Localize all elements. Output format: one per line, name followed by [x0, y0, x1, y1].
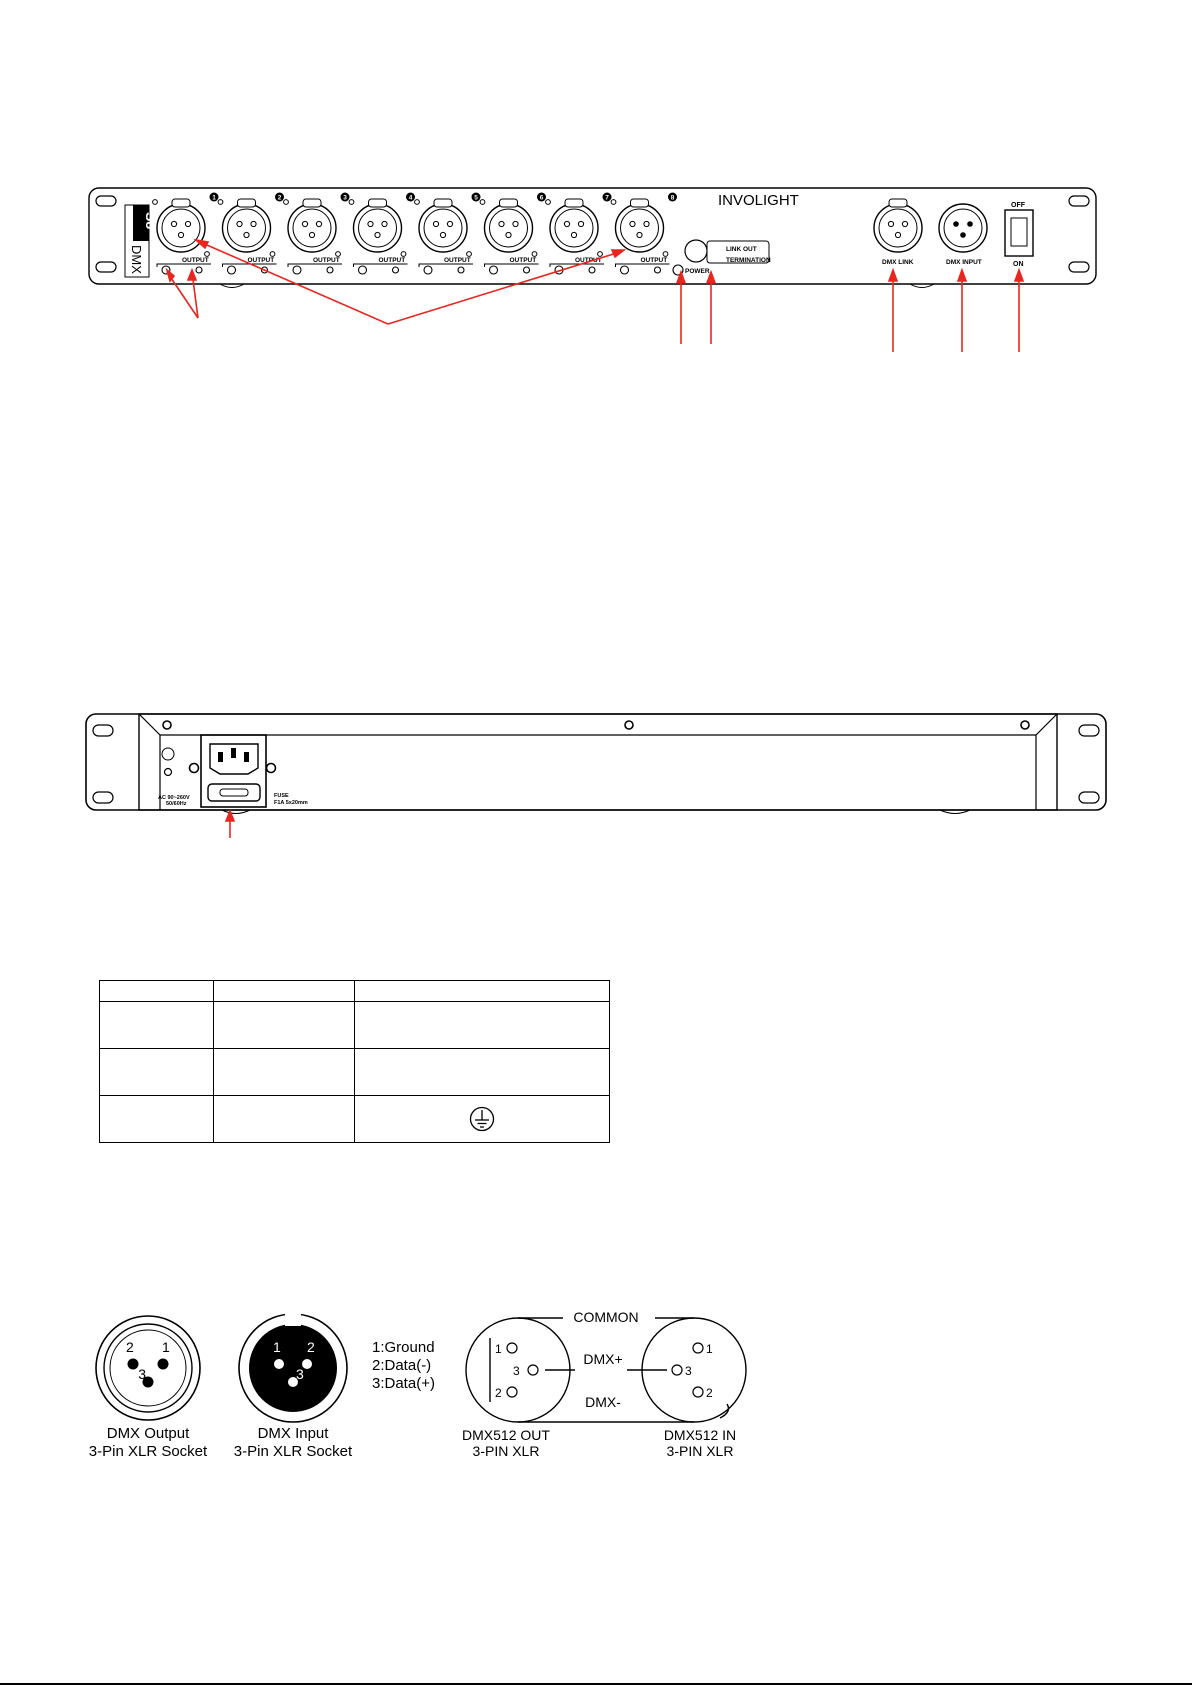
- rack-hole-icon: [93, 792, 113, 803]
- led-icon: [490, 266, 498, 274]
- table-cell: [100, 1002, 214, 1049]
- led-icon: [228, 266, 236, 274]
- link-out-label: LINK OUT: [726, 246, 757, 253]
- switch-off-label: OFF: [1011, 202, 1025, 209]
- pin-label: 3: [513, 1364, 520, 1378]
- connector-diagram: [0, 1290, 1192, 1470]
- dmx-plus-label: DMX+: [583, 1351, 623, 1367]
- output-label: OUTPUT: [509, 257, 537, 264]
- front-panel-figure: [0, 0, 1192, 360]
- table-row: [100, 1002, 610, 1049]
- table-cell: [213, 981, 355, 1002]
- channel-number: 3: [343, 194, 347, 202]
- output-label: OUTPUT: [182, 257, 209, 264]
- led-icon: [293, 266, 301, 274]
- table-row: [100, 1049, 610, 1096]
- in-caption: DMX512 IN: [663, 1427, 737, 1443]
- termination-label: TERMINATION: [726, 257, 771, 264]
- frequency-label: 50/60Hz: [166, 801, 187, 807]
- table-cell: [355, 1049, 610, 1096]
- output-connector: [480, 193, 546, 275]
- rack-hole-icon: [1069, 262, 1089, 272]
- output-connector: [611, 193, 677, 275]
- power-switch: [1005, 210, 1033, 256]
- dmx-input-socket-icon: [239, 1312, 347, 1422]
- output-label: OUTPUT: [313, 257, 340, 264]
- rack-hole-icon: [1069, 196, 1089, 206]
- table-cell: [355, 1096, 610, 1143]
- rack-hole-icon: [1079, 792, 1099, 803]
- fuse-label: FUSE: [274, 793, 289, 799]
- table-cell: [100, 1049, 214, 1096]
- fuse-holder-icon: [208, 784, 260, 801]
- output-label: OUTPUT: [640, 257, 668, 264]
- led-icon: [424, 266, 432, 274]
- table-cell: [213, 1049, 355, 1096]
- pin-label: 1: [273, 1339, 281, 1355]
- pin-label: 1: [706, 1342, 713, 1356]
- dmx-input-connector: [939, 204, 987, 252]
- table-cell: [355, 1002, 610, 1049]
- dmx-minus-label: DMX-: [585, 1394, 621, 1410]
- input-caption: 3-Pin XLR Socket: [233, 1443, 353, 1460]
- fuse-rating: F1A 5x20mm: [274, 800, 308, 806]
- dmx-link-label: DMX LINK: [882, 259, 914, 266]
- led-icon: [621, 266, 629, 274]
- output-connector: [218, 193, 284, 275]
- rack-hole-icon: [96, 262, 116, 272]
- table-row: [100, 1096, 610, 1143]
- pin-label: 2: [706, 1386, 713, 1400]
- callout-arrows: [226, 811, 234, 838]
- table-cell: [100, 1096, 214, 1143]
- channel-number: 5: [474, 194, 478, 202]
- dmx-input-label: DMX INPUT: [946, 259, 982, 266]
- led-icon: [327, 267, 333, 273]
- pin-label: 3: [138, 1366, 146, 1382]
- model-label: DMX: [129, 245, 144, 274]
- output-label: OUTPUT: [575, 257, 602, 264]
- output-label: OUTPUT: [378, 257, 406, 264]
- output-caption: 3-Pin XLR Socket: [88, 1443, 208, 1460]
- pin-label: 3: [685, 1364, 692, 1378]
- pin-label: 2: [495, 1386, 502, 1400]
- rack-hole-icon: [93, 725, 113, 736]
- channel-number: 8: [670, 194, 675, 202]
- table-row: [100, 981, 610, 1002]
- dmx-output-socket-icon: [96, 1316, 200, 1420]
- table-cell: [355, 981, 610, 1002]
- model-number: S8: [143, 212, 159, 230]
- led-icon: [589, 267, 595, 273]
- pin-legend: 3:Data(+): [372, 1375, 435, 1392]
- table-cell: [100, 981, 214, 1002]
- output-connector: [349, 193, 415, 275]
- led-icon: [655, 267, 661, 273]
- termination-switch-icon: [685, 240, 707, 262]
- common-label: COMMON: [573, 1309, 639, 1325]
- rack-hole-icon: [1079, 725, 1099, 736]
- out-caption: DMX512 OUT: [462, 1427, 550, 1443]
- channel-number: 1: [212, 194, 216, 202]
- channel-number: 2: [277, 194, 282, 202]
- rack-hole-icon: [96, 196, 116, 206]
- output-label: OUTPUT: [444, 257, 471, 264]
- input-caption: DMX Input: [257, 1425, 329, 1442]
- pin-label: 2: [126, 1339, 134, 1355]
- output-caption: DMX Output: [106, 1425, 190, 1442]
- pin-legend: 1:Ground: [372, 1339, 435, 1356]
- led-icon: [196, 267, 202, 273]
- voltage-label: AC 90~260V: [158, 795, 190, 801]
- out-caption: 3-PIN XLR: [472, 1443, 540, 1459]
- ground-screw-icon: [162, 748, 174, 760]
- pin-label: 3: [296, 1366, 304, 1382]
- channel-number: 7: [605, 194, 609, 202]
- channel-number: 6: [539, 194, 544, 202]
- led-icon: [359, 266, 367, 274]
- output-connector: [546, 193, 612, 275]
- power-label: POWER: [685, 268, 710, 275]
- pin-label: 1: [495, 1342, 502, 1356]
- led-icon: [524, 267, 530, 273]
- pin-label: 2: [307, 1339, 315, 1355]
- rear-panel-figure: [0, 700, 1192, 850]
- output-label: OUTPUT: [247, 257, 275, 264]
- table-cell: [213, 1096, 355, 1143]
- output-connector: [284, 193, 350, 275]
- pin-label: 1: [162, 1339, 170, 1355]
- led-icon: [458, 267, 464, 273]
- output-connector: [415, 193, 481, 275]
- earth-ground-icon: [469, 1106, 495, 1132]
- dmx-link-connector: [874, 199, 922, 252]
- output-connector: [153, 193, 219, 275]
- channel-number: 4: [408, 194, 413, 202]
- pin-legend: 2:Data(-): [372, 1357, 432, 1374]
- table-cell: [213, 1002, 355, 1049]
- brand-logo: INVOLIGHT: [718, 192, 799, 209]
- pin-assignment-table: [99, 980, 610, 1143]
- in-caption: 3-PIN XLR: [666, 1443, 734, 1459]
- led-icon: [393, 267, 399, 273]
- switch-on-label: ON: [1013, 261, 1024, 268]
